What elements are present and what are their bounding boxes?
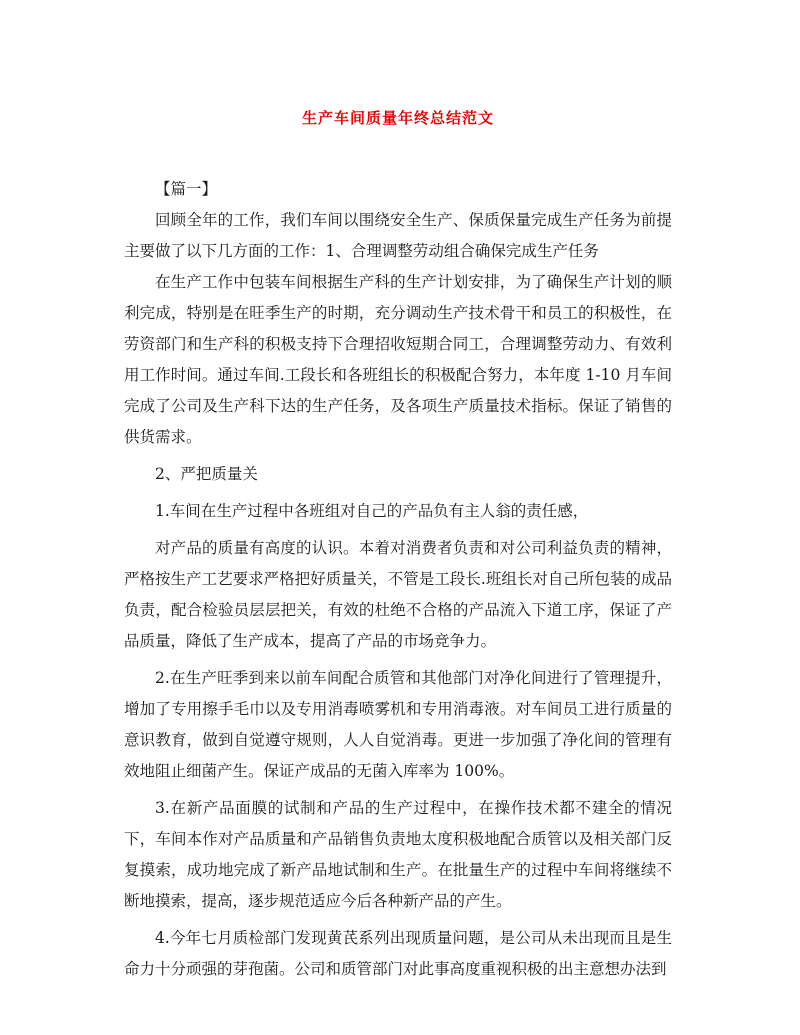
document-title: 生产车间质量年终总结范文	[301, 109, 494, 127]
paragraph: 2.在生产旺季到来以前车间配合质管和其他部门对净化间进行了管理提升，增加了专用擦手毛巾以及专用消毒喷雾机和专用消毒液。对车间员工进行质量的意识教育，做到自觉遵守规则，人人自觉消毒。更进一步加强了净化间的管理有效地阻止细菌产生。保证产成品的无菌入库率为 100%。	[124, 669, 672, 780]
paragraph-heading: 2、严把质量关	[155, 465, 258, 483]
paragraph: 在生产工作中包装车间根据生产科的生产计划安排，为了确保生产计划的顺利完成，特别是在旺季生产的时期，充分调动生产技术骨干和员工的积极性，在劳资部门和生产科的积极支持下合理招收短期合同工，合理调整劳动力、有效利用工作时间。通过车间.工段长和各班组长的积极配合努力，本年度 1-10 月车间完成了公司及生产科下达的生产任务，及各项生产质量技术指标。保证了销售的供货需求。	[124, 273, 672, 446]
paragraph: 4.今年七月质检部门发现黄芪系列出现质量问题，是公司从未出现而且是生命力十分顽强的芽孢菌。公司和质管部门对此事高度重视积极的出主意想办法到	[124, 929, 672, 978]
paragraph: 对产品的质量有高度的认识。本着对消费者负责和对公司利益负责的精神，严格按生产工艺要求严格把好质量关，不管是工段长.班组长对自己所包装的成品负责，配合检验员层层把关，有效的杜绝不合格的产品流入下道工序，保证了产品质量，降低了生产成本，提高了产品的市场竞争力。	[124, 539, 672, 650]
paragraph: 回顾全年的工作，我们车间以围绕安全生产、保质保量完成生产任务为前提主要做了以下几方面的工作：1、合理调整劳动组合确保完成生产任务	[124, 211, 672, 260]
paragraph: 1.车间在生产过程中各班组对自己的产品负有主人翁的责任感，	[155, 502, 589, 520]
paragraph: 3.在新产品面膜的试制和产品的生产过程中，在操作技术都不建全的情况下，车间本作对产品质量和产品销售负责地太度积极地配合质管以及相关部门反复摸索，成功地完成了新产品地试制和生产。在批量生产的过程中车间将继续不断地摸索，提高，逐步规范适应今后各种新产品的产生。	[124, 799, 672, 910]
section-heading: 【篇一】	[155, 180, 218, 198]
